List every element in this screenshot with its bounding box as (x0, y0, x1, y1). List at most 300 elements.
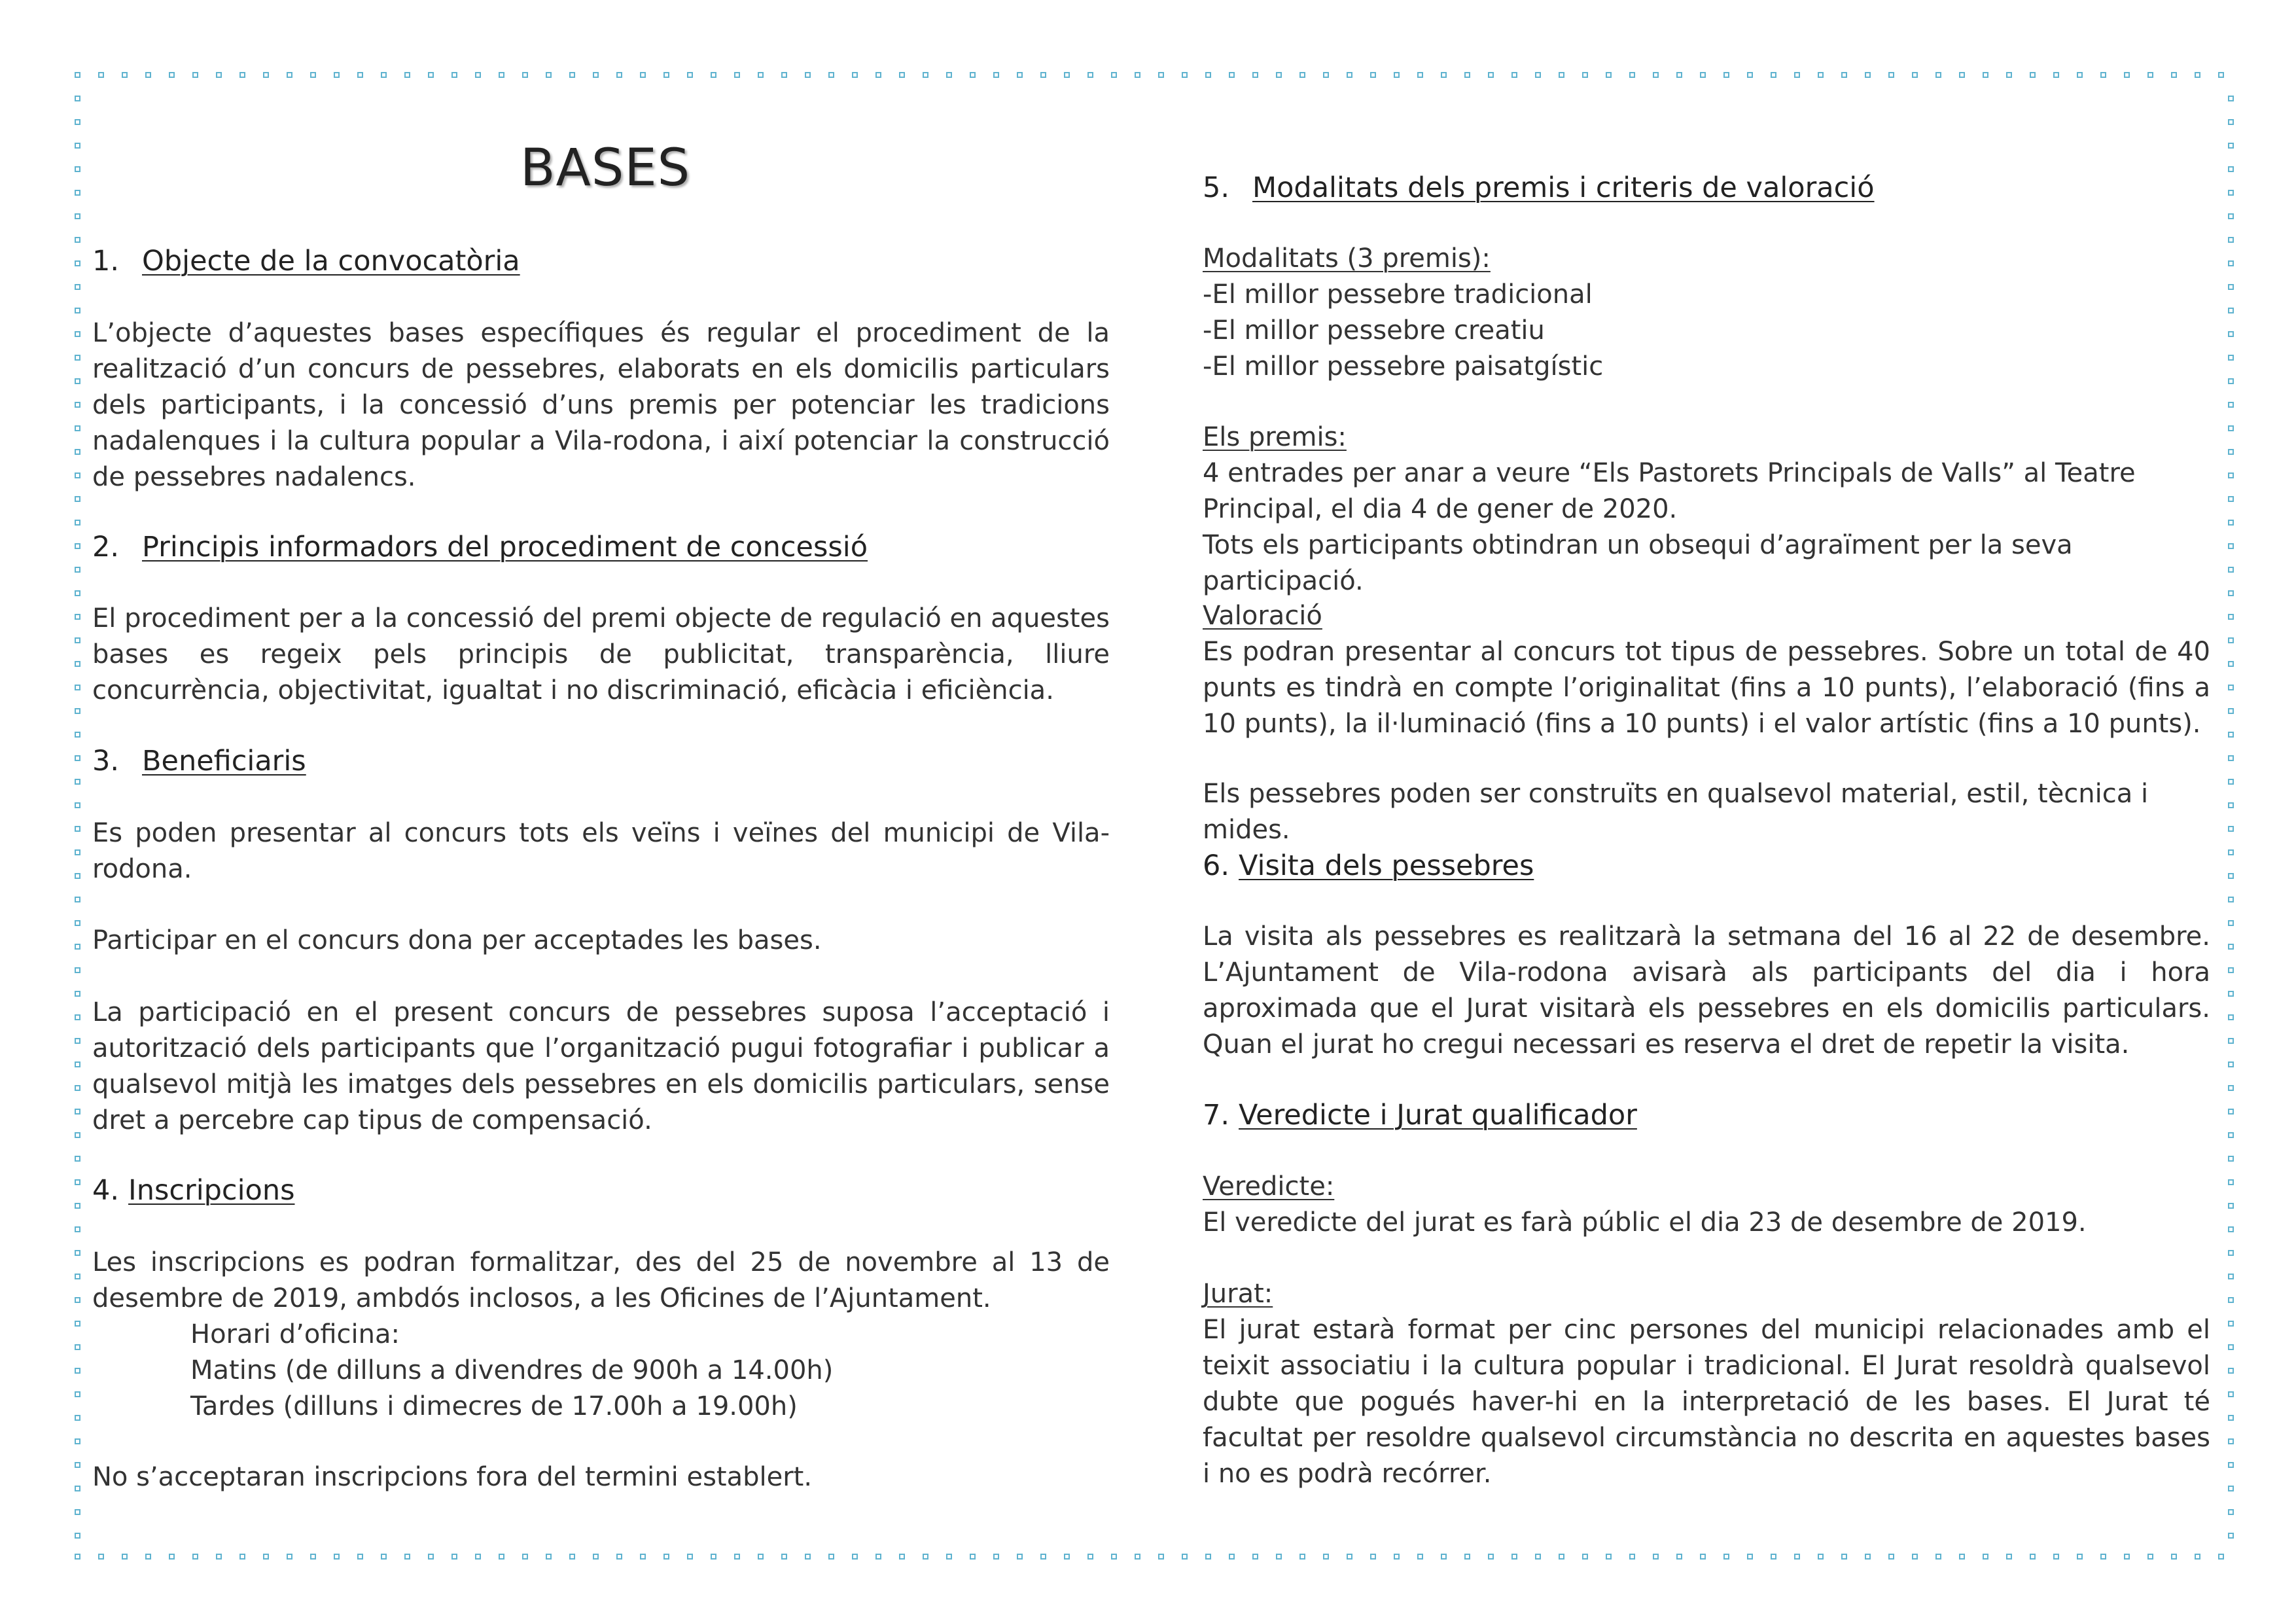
section-title: Inscripcions (128, 1174, 295, 1207)
border-dot (357, 72, 363, 78)
border-dot (1841, 72, 1847, 78)
border-dot (1040, 1554, 1046, 1560)
border-dot (499, 1554, 504, 1560)
section-4-body (92, 1245, 1110, 1425)
border-dot (2228, 732, 2234, 738)
border-dot (75, 1438, 80, 1444)
section-title: Beneficiaris (142, 745, 306, 777)
section-1-body (92, 315, 1110, 495)
border-dot (2228, 590, 2234, 596)
border-dot (1818, 72, 1824, 78)
border-dot (192, 72, 198, 78)
border-dot (1276, 72, 1282, 78)
border-dot (2228, 449, 2234, 455)
border-dot (1229, 72, 1235, 78)
border-dot (239, 72, 245, 78)
border-dot (2077, 1554, 2083, 1560)
border-dot (75, 473, 80, 478)
border-dot (1983, 72, 1988, 78)
border-dot (2228, 496, 2234, 502)
border-dot (2228, 331, 2234, 337)
section-title: Veredicte i Jurat qualificador (1239, 1099, 1637, 1132)
border-dot (381, 1554, 387, 1560)
border-dot (1064, 1554, 1070, 1560)
border-dot (2228, 1509, 2234, 1515)
border-dot (428, 1554, 434, 1560)
border-dot (2228, 308, 2234, 313)
border-dot (75, 237, 80, 243)
valoracio-label: Valoració (1203, 601, 1322, 631)
border-dot (75, 1391, 80, 1397)
border-dot (2228, 1297, 2234, 1303)
border-dot (75, 708, 80, 714)
border-dot (1323, 1554, 1329, 1560)
section-5-premis (1203, 419, 2210, 599)
border-dot (1158, 1554, 1164, 1560)
border-dot (475, 72, 481, 78)
border-dot (2228, 1038, 2234, 1044)
paragraph: El jurat estarà format per cinc persones del municipi relacionades amb el teixit associatiu i la cultura popular i tradicional. El Jurat resoldrà qualsevol dubte que pogués haver-hi en la interpretació de les bases. El Jurat té facultat per resoldre qualsevol circumstància no descrita en aquestes bases i no es podrà recórrer. (1203, 1315, 2210, 1489)
paragraph: El procediment per a la concessió del premi objecte de regulació en aquestes bases es regeix pels principis de publicitat, transparència, lliure concurrència, objectivitat, igualtat i no discriminació, eficàcia i eficiència. (92, 603, 1110, 705)
border-dot (899, 72, 905, 78)
section-5-valoracio (1203, 598, 2210, 742)
border-dot (75, 355, 80, 361)
border-dot (805, 1554, 811, 1560)
border-dot (2171, 1554, 2177, 1560)
border-dot (75, 1109, 80, 1115)
border-dot (169, 72, 175, 78)
border-dot (1299, 72, 1305, 78)
border-dot (1111, 72, 1117, 78)
border-dot (75, 260, 80, 266)
section-6-heading (1203, 848, 1534, 884)
border-dot (122, 72, 128, 78)
section-number: 2. (92, 531, 120, 563)
border-dot (2228, 944, 2234, 950)
border-dot (1111, 1554, 1117, 1560)
section-number: 3. (92, 745, 120, 777)
border-dot (75, 213, 80, 219)
border-dot (2228, 166, 2234, 172)
list-item: -El millor pessebre tradicional (1203, 279, 1593, 310)
border-dot (75, 590, 80, 596)
border-dot (2228, 284, 2234, 290)
border-dot (2171, 72, 2177, 78)
border-dot (2218, 72, 2224, 78)
border-dot (1629, 72, 1635, 78)
border-dot (75, 1344, 80, 1350)
border-dot (1087, 72, 1093, 78)
border-dot (451, 1554, 457, 1560)
border-dot (2228, 1085, 2234, 1091)
border-dot (1229, 1554, 1235, 1560)
border-dot (2228, 1274, 2234, 1279)
border-dot (2228, 96, 2234, 101)
section-1-heading (92, 243, 520, 279)
border-dot (2228, 567, 2234, 573)
border-dot (1653, 72, 1659, 78)
border-dot (75, 732, 80, 738)
section-number: 6. (1203, 849, 1230, 882)
border-dot (1017, 1554, 1023, 1560)
list-item: -El millor pessebre creatiu (1203, 315, 1545, 346)
border-dot (711, 1554, 716, 1560)
border-dot (263, 1554, 269, 1560)
border-dot (451, 72, 457, 78)
section-title: Principis informadors del procediment de concessió (142, 531, 868, 563)
section-3-body-3 (92, 995, 1110, 1139)
border-dot (640, 1554, 646, 1560)
border-dot (475, 1554, 481, 1560)
border-dot (2228, 119, 2234, 125)
border-dot (1488, 1554, 1494, 1560)
border-dot (310, 1554, 316, 1560)
border-dot (75, 1297, 80, 1303)
section-title: Visita dels pessebres (1239, 849, 1534, 882)
border-dot (640, 72, 646, 78)
border-dot (2228, 1156, 2234, 1162)
border-dot (993, 72, 999, 78)
border-dot (216, 72, 222, 78)
border-dot (428, 72, 434, 78)
border-dot (75, 543, 80, 549)
border-dot (2030, 1554, 2036, 1560)
border-dot (593, 1554, 599, 1560)
border-dot (2228, 661, 2234, 667)
border-dot (499, 72, 504, 78)
border-dot (711, 72, 716, 78)
border-dot (1182, 72, 1188, 78)
border-dot (1182, 1554, 1188, 1560)
border-dot (2228, 1132, 2234, 1138)
border-dot (2195, 1554, 2200, 1560)
border-dot (1276, 1554, 1282, 1560)
border-dot (1700, 1554, 1706, 1560)
border-dot (2228, 1014, 2234, 1020)
border-dot (1676, 1554, 1682, 1560)
border-dot (404, 72, 410, 78)
border-dot (75, 1085, 80, 1091)
border-dot (1559, 72, 1564, 78)
border-dot (75, 190, 80, 196)
border-dot (75, 1415, 80, 1421)
border-dot (781, 72, 787, 78)
border-dot (75, 1203, 80, 1209)
section-number: 7. (1203, 1099, 1230, 1132)
border-dot (2228, 967, 2234, 973)
border-dot (923, 1554, 928, 1560)
border-dot (75, 755, 80, 761)
border-dot (758, 72, 764, 78)
border-dot (216, 1554, 222, 1560)
premis-label: Els premis: (1203, 422, 1347, 452)
border-dot (2228, 143, 2234, 149)
border-dot (1488, 72, 1494, 78)
border-dot (1394, 72, 1400, 78)
border-dot (1818, 1554, 1824, 1560)
border-dot (946, 1554, 952, 1560)
section-number: 4. (92, 1174, 120, 1207)
border-dot (1040, 72, 1046, 78)
border-dot (75, 1226, 80, 1232)
border-dot (381, 72, 387, 78)
border-dot (75, 1061, 80, 1067)
border-dot (75, 1250, 80, 1256)
border-dot (2228, 755, 2234, 761)
border-dot (75, 1274, 80, 1279)
modalitats-label: Modalitats (3 premis): (1203, 243, 1491, 274)
border-dot (1205, 1554, 1211, 1560)
border-dot (1370, 1554, 1376, 1560)
border-dot (75, 425, 80, 431)
border-dot (239, 1554, 245, 1560)
border-dot (1606, 72, 1612, 78)
page-title: BASES (520, 139, 691, 198)
section-5-modalitats (1203, 241, 2210, 385)
border-dot (2228, 826, 2234, 832)
section-5-valoracio-2 (1203, 776, 2210, 848)
border-dot (1417, 72, 1423, 78)
section-2-heading (92, 529, 868, 565)
border-dot (1653, 1554, 1659, 1560)
border-dot (2228, 1486, 2234, 1491)
border-dot (687, 1554, 693, 1560)
border-dot (75, 1509, 80, 1515)
office-hours-morning: Matins (de dilluns a divendres de 900h a 14.00h) (190, 1355, 834, 1385)
border-dot (1983, 1554, 1988, 1560)
border-dot (899, 1554, 905, 1560)
border-dot (1912, 1554, 1918, 1560)
paragraph: Es podran presentar al concurs tot tipus de pessebres. Sobre un total de 40 punts es tindrà en compte l’originalitat (fins a 10 punts), l’elaboració (fins a 10 punts), la il·luminació (fins a 10 punts) i el valor artístic (fins a 10 punts). (1203, 637, 2210, 739)
section-7-jurat (1203, 1276, 2210, 1492)
border-dot (522, 1554, 528, 1560)
border-dot (2228, 260, 2234, 266)
border-dot (1747, 1554, 1753, 1560)
border-dot (75, 1368, 80, 1374)
jurat-label: Jurat: (1203, 1279, 1273, 1309)
section-6-body (1203, 919, 2210, 1063)
border-dot (1441, 72, 1447, 78)
border-dot (2228, 614, 2234, 620)
section-number: 1. (92, 245, 120, 277)
border-dot (75, 1554, 80, 1560)
border-dot (2228, 425, 2234, 431)
border-dot (2228, 991, 2234, 997)
border-dot (1888, 1554, 1894, 1560)
border-dot (2077, 72, 2083, 78)
border-dot (1771, 1554, 1776, 1560)
border-dot (145, 72, 151, 78)
border-dot (75, 1038, 80, 1044)
border-dot (2228, 1391, 2234, 1397)
border-dot (970, 72, 976, 78)
border-dot (2228, 779, 2234, 785)
border-dot (75, 614, 80, 620)
border-dot (287, 1554, 292, 1560)
border-dot (1347, 1554, 1352, 1560)
border-dot (1441, 1554, 1447, 1560)
border-dot (2228, 520, 2234, 526)
paragraph: Es poden presentar al concurs tots els veïns i veïnes del municipi de Vila-rodona. (92, 818, 1110, 884)
border-dot (75, 520, 80, 526)
border-dot (2228, 1321, 2234, 1327)
border-dot (2053, 1554, 2059, 1560)
border-dot (1252, 72, 1258, 78)
border-dot (1464, 1554, 1470, 1560)
border-dot (2228, 1368, 2234, 1374)
border-dot (828, 72, 834, 78)
border-dot (852, 1554, 858, 1560)
section-5-heading (1203, 170, 1875, 206)
border-dot (1347, 72, 1352, 78)
border-dot (1511, 1554, 1517, 1560)
border-dot (2147, 1554, 2153, 1560)
border-dot (75, 72, 80, 78)
border-dot (75, 166, 80, 172)
paragraph: 4 entrades per anar a veure “Els Pastorets Principals de Valls” al Teatre Principal, el dia 4 de gener de 2020. (1203, 458, 2136, 524)
paragraph: L’objecte d’aquestes bases específiques és regular el procediment de la realització d’un concurs de pessebres, elaborats en els domicilis particulars dels participants, i la concessió d’uns premis per potenciar les tradicions nadalenques i la cultura popular a Vila-rodona, i així potenciar la construcció de pessebres nadalencs. (92, 318, 1110, 492)
border-dot (546, 1554, 552, 1560)
border-dot (2228, 897, 2234, 902)
border-dot (1511, 72, 1517, 78)
border-dot (404, 1554, 410, 1560)
border-dot (1394, 1554, 1400, 1560)
border-dot (98, 72, 104, 78)
border-dot (2228, 543, 2234, 549)
paragraph: Participar en el concurs dona per acceptades les bases. (92, 925, 822, 955)
border-dot (663, 1554, 669, 1560)
border-dot (2228, 190, 2234, 196)
border-dot (2228, 1462, 2234, 1468)
border-dot (2228, 873, 2234, 879)
paragraph: El veredicte del jurat es farà públic el dia 23 de desembre de 2019. (1203, 1207, 2087, 1238)
border-dot (805, 72, 811, 78)
border-dot (1865, 1554, 1871, 1560)
border-dot (1888, 72, 1894, 78)
border-dot (75, 1462, 80, 1468)
border-dot (75, 685, 80, 690)
border-dot (1559, 1554, 1564, 1560)
border-dot (75, 1321, 80, 1327)
border-dot (1252, 1554, 1258, 1560)
paragraph: Les inscripcions es podran formalitzar, des del 25 de novembre al 13 de desembre de 2019, ambdós inclosos, a les Oficines de l’Ajuntament. (92, 1247, 1110, 1313)
border-dot (357, 1554, 363, 1560)
border-dot (75, 284, 80, 290)
border-dot (1794, 72, 1800, 78)
border-dot (1700, 72, 1706, 78)
border-dot (75, 331, 80, 337)
border-dot (1935, 1554, 1941, 1560)
border-dot (2053, 72, 2059, 78)
border-dot (75, 308, 80, 313)
border-dot (2030, 72, 2036, 78)
border-dot (122, 1554, 128, 1560)
border-dot (2228, 1179, 2234, 1185)
border-dot (2228, 237, 2234, 243)
border-dot (75, 1533, 80, 1539)
paragraph: La participació en el present concurs de pessebres suposa l’acceptació i autorització dels participants que l’organització pugui fotografiar i publicar a qualsevol mitjà les imatges dels pessebres en els domicilis particulars, sense dret a percebre cap tipus de compensació. (92, 997, 1110, 1135)
border-dot (522, 72, 528, 78)
border-dot (828, 1554, 834, 1560)
border-dot (1299, 1554, 1305, 1560)
veredicte-label: Veredicte: (1203, 1171, 1335, 1202)
border-dot (546, 72, 552, 78)
section-2-body (92, 601, 1110, 709)
section-3-body-2 (92, 923, 1110, 959)
border-dot (2228, 1250, 2234, 1256)
border-dot (2228, 685, 2234, 690)
border-dot (1087, 1554, 1093, 1560)
border-dot (663, 72, 669, 78)
paragraph: La visita als pessebres es realitzarà la setmana del 16 al 22 de desembre. L’Ajuntament de Vila-rodona avisarà als participants del dia i hora aproximada que el Jurat visitarà els pessebres en els domicilis particulars. Quan el jurat ho cregui necessari es reserva el dret de repetir la visita. (1203, 921, 2210, 1060)
border-dot (2228, 1109, 2234, 1115)
section-title: Modalitats dels premis i criteris de valoració (1252, 171, 1875, 204)
border-dot (2228, 1061, 2234, 1067)
border-dot (169, 1554, 175, 1560)
border-dot (1135, 72, 1140, 78)
border-dot (192, 1554, 198, 1560)
border-dot (1841, 1554, 1847, 1560)
border-dot (1959, 1554, 1965, 1560)
border-dot (2228, 213, 2234, 219)
border-dot (75, 920, 80, 926)
border-dot (1323, 72, 1329, 78)
border-dot (2228, 1344, 2234, 1350)
border-dot (2100, 1554, 2106, 1560)
border-dot (2228, 708, 2234, 714)
border-dot (145, 1554, 151, 1560)
border-dot (2228, 355, 2234, 361)
border-dot (1747, 72, 1753, 78)
border-dot (1771, 72, 1776, 78)
section-title: Objecte de la convocatòria (142, 245, 520, 277)
border-dot (569, 1554, 575, 1560)
border-dot (781, 1554, 787, 1560)
border-dot (2147, 72, 2153, 78)
border-dot (2228, 802, 2234, 808)
section-4-heading (92, 1173, 294, 1209)
border-dot (2228, 637, 2234, 643)
border-dot (75, 449, 80, 455)
border-dot (2006, 1554, 2012, 1560)
section-3-body (92, 815, 1110, 887)
paragraph: Tots els participants obtindran un obsequi d’agraïment per la seva participació. (1203, 530, 2073, 596)
border-dot (334, 72, 340, 78)
section-7-veredicte (1203, 1169, 2210, 1241)
border-dot (569, 72, 575, 78)
border-dot (734, 1554, 740, 1560)
border-dot (75, 637, 80, 643)
border-dot (75, 826, 80, 832)
list-item: -El millor pessebre paisatgístic (1203, 351, 1604, 382)
border-dot (2228, 402, 2234, 408)
border-dot (98, 1554, 104, 1560)
border-dot (1723, 1554, 1729, 1560)
border-dot (75, 661, 80, 667)
border-dot (75, 967, 80, 973)
border-dot (75, 944, 80, 950)
border-dot (75, 567, 80, 573)
border-dot (1017, 72, 1023, 78)
border-dot (75, 1132, 80, 1138)
border-dot (1158, 72, 1164, 78)
border-dot (1064, 72, 1070, 78)
border-dot (1135, 1554, 1140, 1560)
border-dot (1912, 72, 1918, 78)
border-dot (2195, 72, 2200, 78)
border-dot (2228, 1415, 2234, 1421)
border-dot (263, 72, 269, 78)
